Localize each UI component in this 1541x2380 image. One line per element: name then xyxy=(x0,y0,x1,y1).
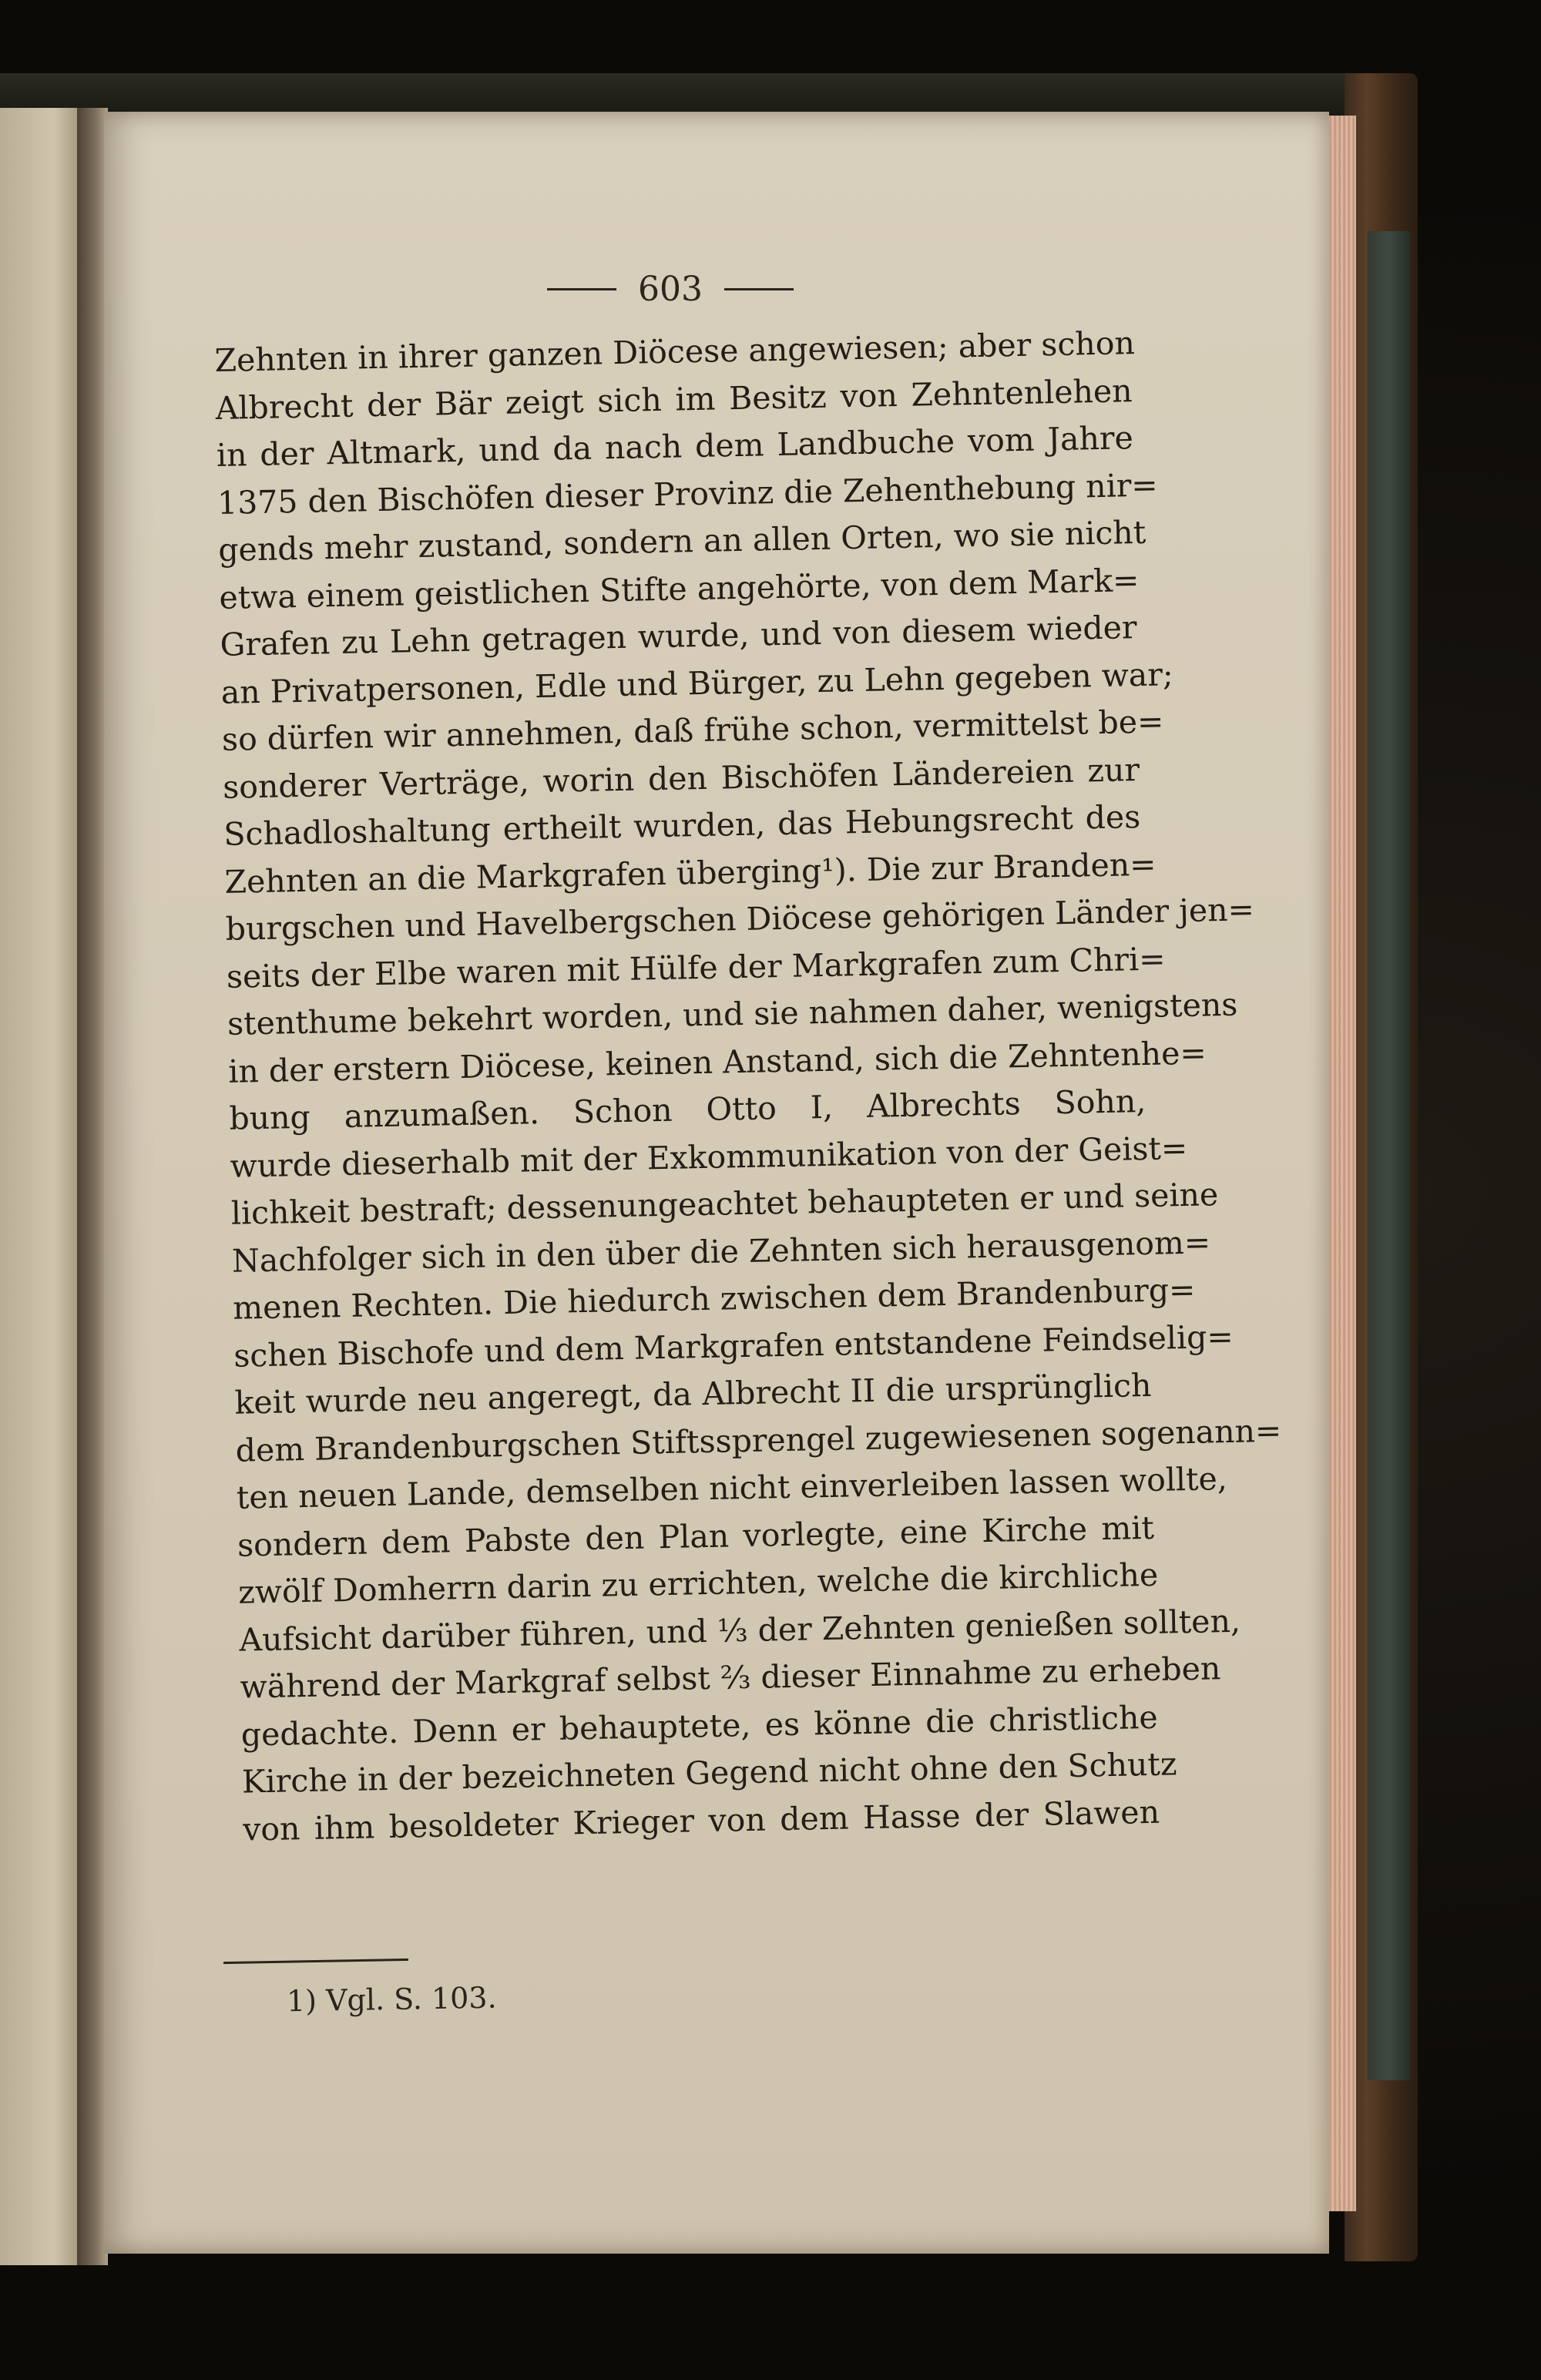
text-line: schen Bischofe und dem Markgrafen entstandene Feindselig= xyxy=(233,1318,1234,1375)
binding-cloth-strip xyxy=(1368,231,1410,2080)
text-line: in der erstern Diöcese, keinen Anstand, sich die Zehntenhe= xyxy=(227,1033,1207,1090)
text-line: Zehnten an die Markgrafen überging¹). Die zur Branden= xyxy=(224,845,1157,901)
body-text xyxy=(214,320,1282,1853)
text-line: wurde dieserhalb mit der Exkommunikation von der Geist= xyxy=(230,1129,1188,1185)
text-line: Zehnten in ihrer ganzen Diöcese angewiesen; aber schon xyxy=(214,324,1136,379)
text-line: an Privatpersonen, Edle und Bürger, zu Lehn gegeben war; xyxy=(220,655,1174,711)
header-dash-right xyxy=(724,288,794,290)
text-line: dem Brandenburgschen Stiftssprengel zugewiesenen sogenann= xyxy=(235,1412,1282,1469)
left-page-sliver xyxy=(0,108,77,2265)
text-line: 1375 den Bischöfen dieser Provinz die Zehenthebung nir= xyxy=(217,466,1159,522)
text-line: keit wurde neu angeregt, da Albrecht II die ursprünglich xyxy=(234,1366,1152,1422)
text-line: Grafen zu Lehn getragen wurde, und von diesem wieder xyxy=(220,609,1137,663)
text-line: stenthume bekehrt worden, und sie nahmen daher, wenigstens xyxy=(227,985,1238,1042)
text-line: während der Markgraf selbst ⅔ dieser Einnahme zu erheben xyxy=(240,1650,1221,1706)
page-number: 603 xyxy=(638,269,703,309)
text-line: Albrecht der Bär zeigt sich im Besitz von Zehntenlehen xyxy=(215,371,1133,427)
text-line: menen Rechten. Die hiedurch zwischen dem Brandenburg= xyxy=(232,1271,1196,1327)
text-line: Aufsicht darüber führen, und ⅓ der Zehnten genießen sollten, xyxy=(238,1602,1241,1659)
text-line: burgschen und Havelbergschen Diöcese gehörigen Länder jen= xyxy=(225,891,1255,948)
text-line: Kirche in der bezeichneten Gegend nicht ohne den Schutz xyxy=(241,1745,1177,1801)
text-line: etwa einem geistlichen Stifte angehörte, von dem Mark= xyxy=(219,561,1140,616)
text-line: bung anzumaßen. Schon Otto I, Albrechts Sohn, xyxy=(229,1082,1147,1137)
text-line: zwölf Domherrn darin zu errichten, welche die kirchliche xyxy=(237,1556,1159,1611)
footnote: 1) Vgl. S. 103. xyxy=(286,1980,497,2019)
text-line: sonderer Verträge, worin den Bischöfen Ländereien zur xyxy=(222,750,1140,806)
page-gutter xyxy=(77,108,108,2265)
text-line: von ihm besoldeter Krieger von dem Hasse der Slawen xyxy=(242,1793,1160,1848)
text-line: lichkeit bestraft; dessenungeachtet behaupteten er und seine xyxy=(230,1176,1219,1232)
text-line: Schadloshaltung ertheilt wurden, das Hebungsrecht des xyxy=(223,798,1141,853)
text-line: ten neuen Lande, demselben nicht einverleiben lassen wollte, xyxy=(236,1460,1228,1516)
text-line: Nachfolger sich in den über die Zehnten sich herausgenom= xyxy=(231,1223,1211,1280)
text-line: seits der Elbe waren mit Hülfe der Markgrafen zum Chri= xyxy=(226,939,1166,995)
page-header xyxy=(524,266,817,312)
text-line: in der Altmark, und da nach dem Landbuche vom Jahre xyxy=(216,419,1134,474)
text-line: gedachte. Denn er behauptete, es könne die christliche xyxy=(240,1698,1159,1754)
header-dash-left xyxy=(547,288,616,290)
text-line: so dürfen wir annehmen, daß frühe schon, vermittelst be= xyxy=(221,703,1164,758)
text-line: gends mehr zustand, sondern an allen Orten, wo sie nicht xyxy=(217,513,1147,569)
text-line: sondern dem Pabste den Plan vorlegte, eine Kirche mit xyxy=(237,1509,1155,1564)
binding-top-edge xyxy=(0,73,1379,116)
